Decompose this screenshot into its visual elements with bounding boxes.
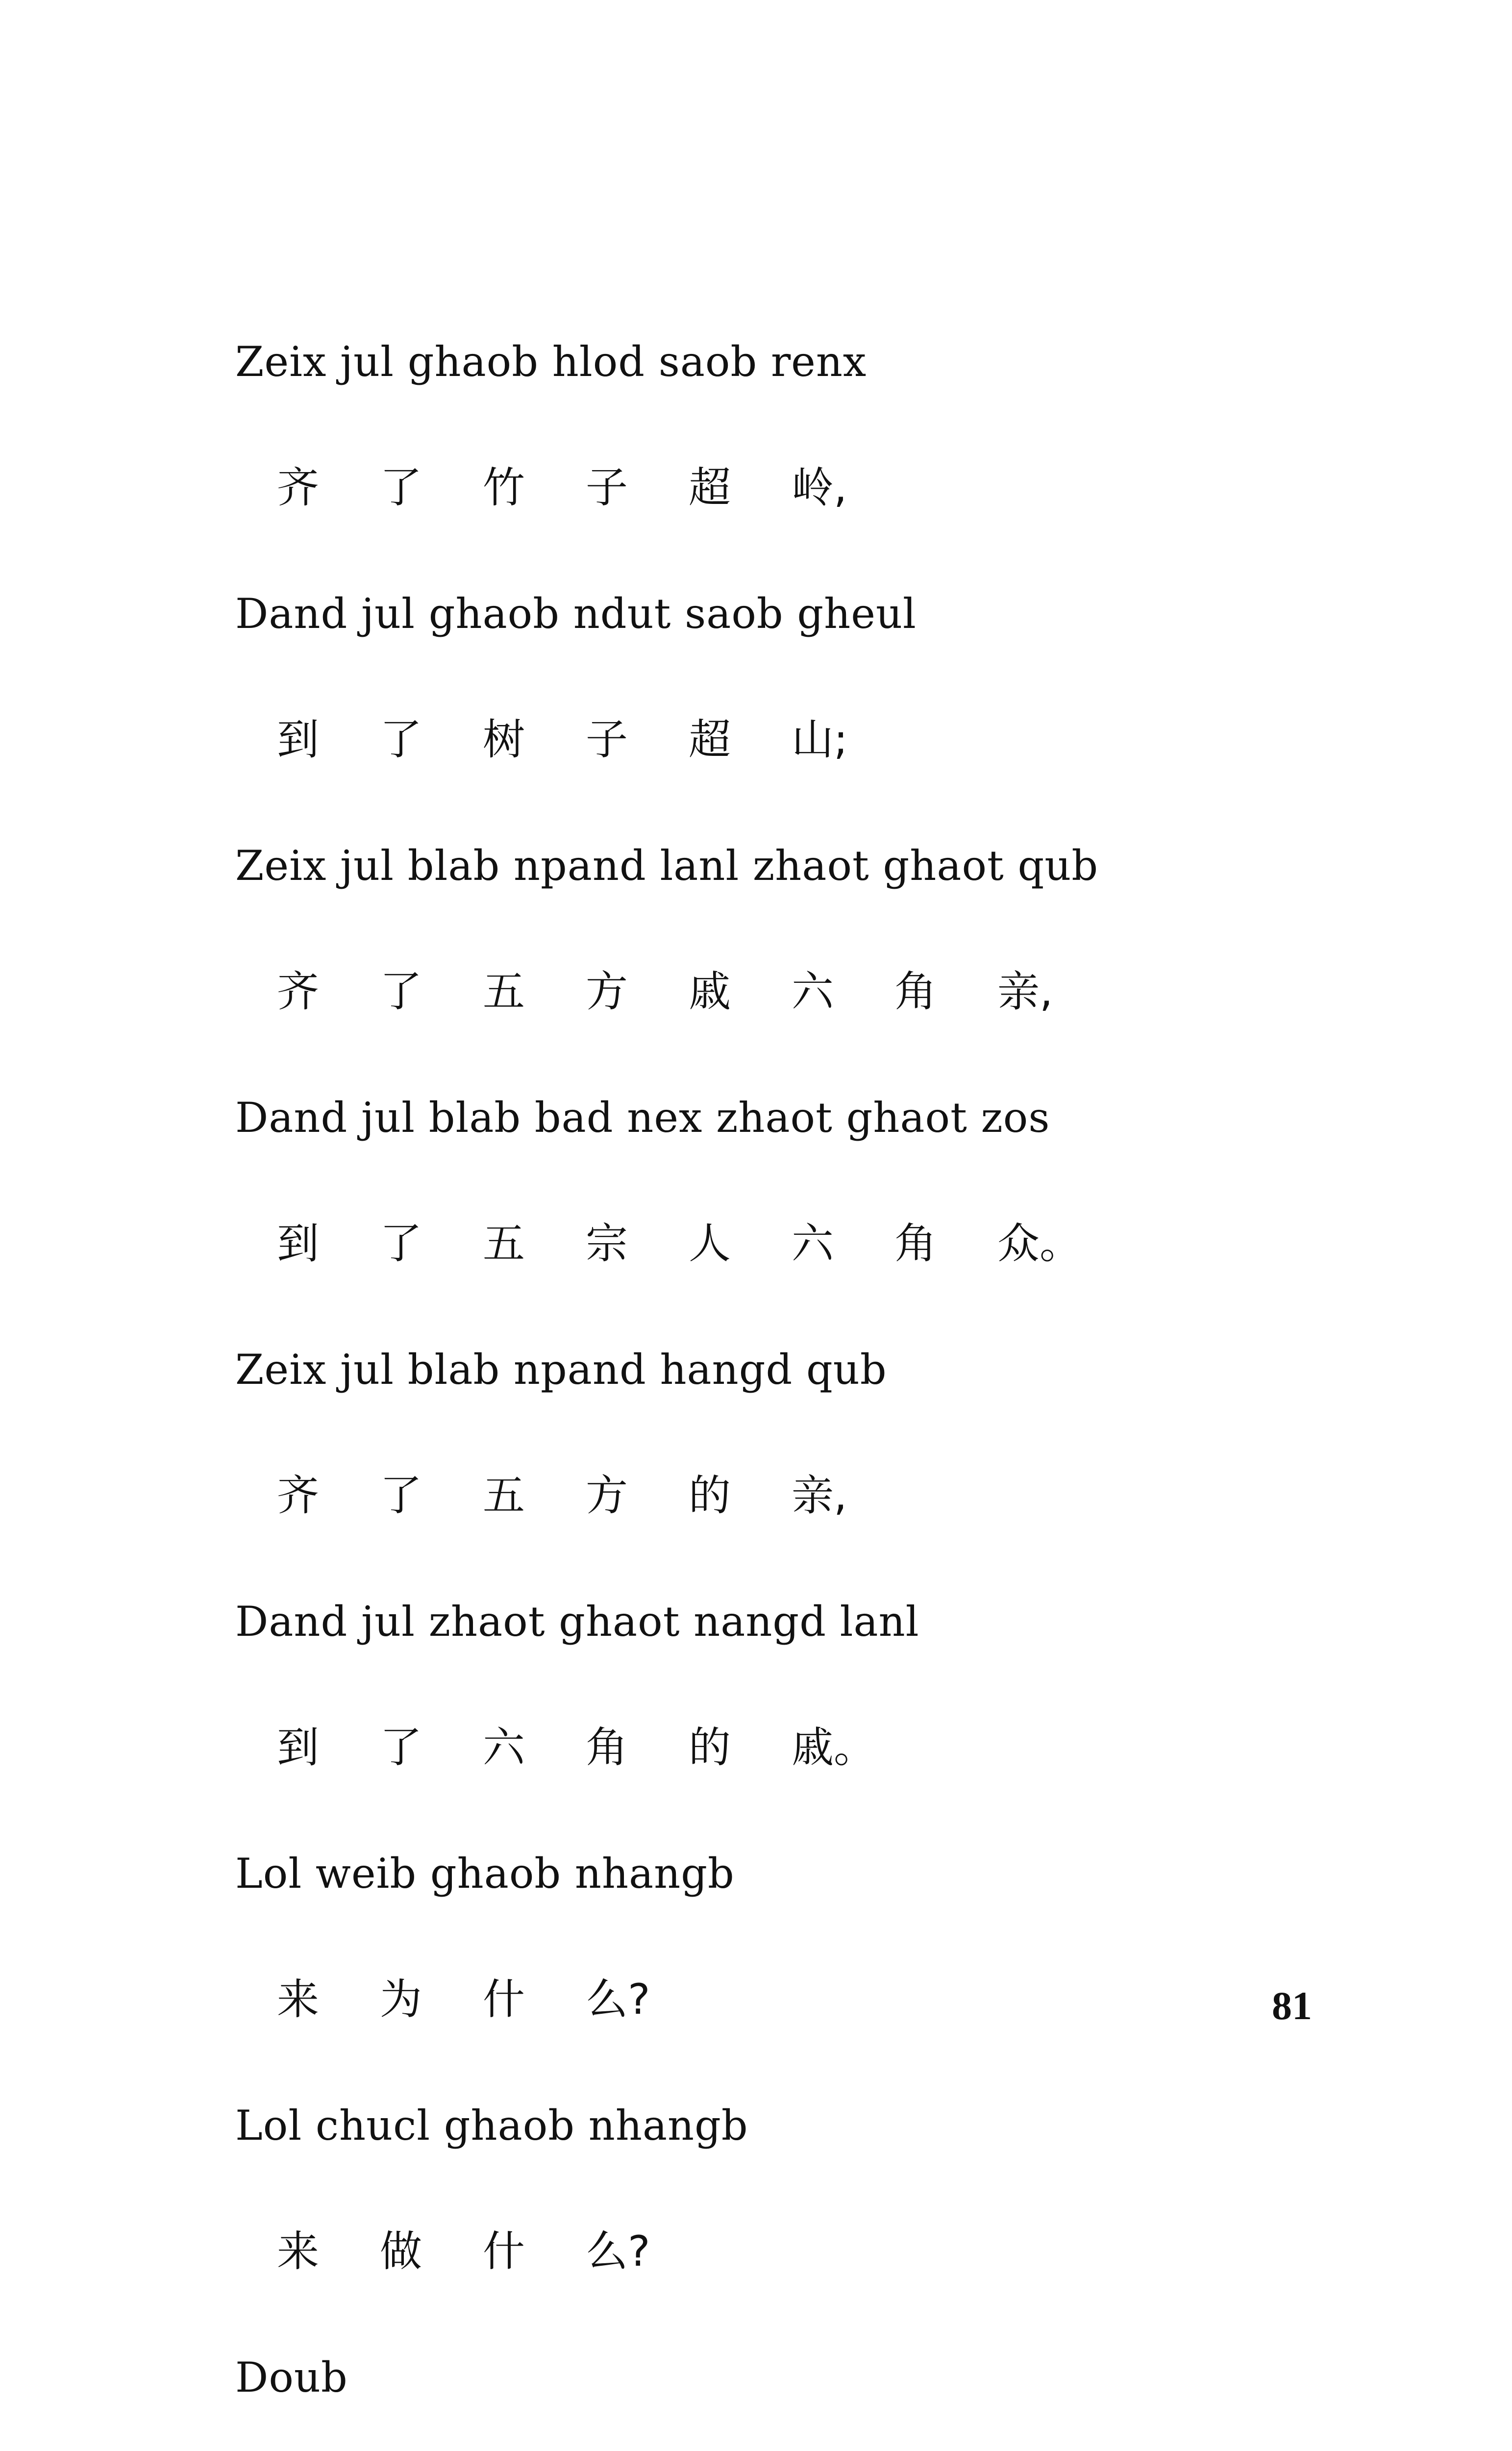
gloss-word: 子: [586, 463, 628, 512]
gloss-word: 六: [483, 1723, 525, 1772]
poem-text: [235, 299, 1412, 2451]
gloss-word: 为: [380, 1975, 422, 2024]
miao-text-line: Dand jul zhaot ghaot nangd lanl: [235, 1598, 919, 1646]
gloss-word: 亲,: [792, 1471, 847, 1520]
chinese-gloss-line: [235, 2189, 1412, 2315]
gloss-word: 了: [380, 715, 422, 764]
gloss-word: 六: [792, 967, 834, 1016]
gloss-word: 岭,: [792, 463, 847, 512]
gloss-word: 五: [483, 1471, 525, 1520]
gloss-word: 做: [380, 2227, 422, 2276]
gloss-word: [277, 2441, 380, 2451]
gloss-word: 角: [894, 967, 937, 1016]
gloss-word: 的: [689, 1471, 731, 1520]
gloss-word: 了: [380, 967, 422, 1016]
chinese-gloss-line: [235, 2441, 1412, 2451]
gloss-word: 了: [380, 1471, 422, 1520]
gloss-word: 人: [689, 1219, 731, 1268]
gloss-word: 么?: [586, 1975, 650, 2024]
miao-text-line: Dand jul ghaob ndut saob gheul: [235, 590, 917, 638]
gloss-word: 了: [380, 1219, 422, 1268]
gloss-word: 众。: [997, 1219, 1082, 1268]
gloss-word: 来: [277, 1975, 319, 2024]
gloss-word: 什: [483, 2227, 525, 2276]
gloss-word: 齐: [277, 463, 319, 512]
gloss-word: 戚: [689, 967, 731, 1016]
gloss-word: 子: [586, 715, 628, 764]
chinese-gloss-line: [235, 677, 1412, 803]
gloss-word: 角: [586, 1723, 628, 1772]
gloss-word: 树: [483, 715, 525, 764]
gloss-word: 山;: [792, 715, 848, 764]
miao-text-line: Doub: [235, 2353, 348, 2401]
gloss-word: 宗: [586, 1219, 628, 1268]
gloss-word: 超: [689, 715, 731, 764]
page-number: 81: [1272, 1983, 1312, 2028]
gloss-word: 亲,: [997, 967, 1053, 1016]
gloss-word: 齐: [277, 1471, 319, 1520]
gloss-word: 角: [894, 1219, 937, 1268]
gloss-word: 方: [586, 967, 628, 1016]
gloss-word: 的: [689, 1723, 731, 1772]
miao-text-line: Lol chucl ghaob nhangb: [235, 2101, 748, 2150]
gloss-word: 了: [380, 1723, 422, 1772]
gloss-word: 什: [483, 1975, 525, 2024]
gloss-word: 六: [792, 1219, 834, 1268]
miao-text-line: Zeix jul blab npand lanl zhaot ghaot qub: [235, 842, 1099, 890]
gloss-word: 五: [483, 967, 525, 1016]
miao-text-line: Zeix jul ghaob hlod saob renx: [235, 338, 867, 386]
gloss-word: 到: [277, 1723, 319, 1772]
gloss-word: 么?: [586, 2227, 650, 2276]
gloss-word: 竹: [483, 463, 525, 512]
miao-text-line: Zeix jul blab npand hangd qub: [235, 1346, 887, 1394]
gloss-word: 超: [689, 463, 731, 512]
gloss-word: 方: [586, 1471, 628, 1520]
miao-text-line: Dand jul blab bad nex zhaot ghaot zos: [235, 1094, 1050, 1142]
gloss-word: 来: [277, 2227, 319, 2276]
miao-text-line: Lol weib ghaob nhangb: [235, 1850, 735, 1898]
gloss-word: 到: [277, 1219, 319, 1268]
chinese-gloss-line: [235, 1685, 1412, 1811]
chinese-gloss-line: [235, 1937, 1412, 2063]
gloss-word: 到: [277, 715, 319, 764]
chinese-gloss-line: [235, 1433, 1412, 1559]
gloss-word: 齐: [277, 967, 319, 1016]
gloss-word: 戚。: [792, 1723, 876, 1772]
chinese-gloss-line: [235, 929, 1412, 1055]
gloss-word: 五: [483, 1219, 525, 1268]
chinese-gloss-line: [235, 1181, 1412, 1307]
chinese-gloss-line: [235, 425, 1412, 551]
gloss-word: 了: [380, 463, 422, 512]
